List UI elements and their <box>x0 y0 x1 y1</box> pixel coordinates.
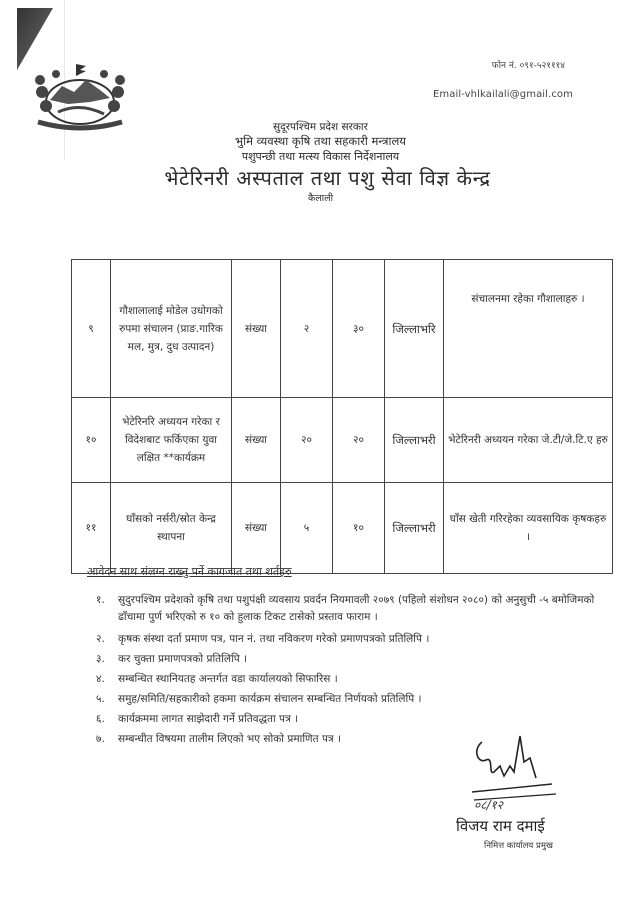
cell-area: जिल्लाभरी <box>385 483 444 574</box>
cell-sn: ११ <box>72 483 111 574</box>
list-item <box>96 711 596 728</box>
list-item <box>96 592 596 626</box>
signatory-name: विजय राम दमाई <box>456 817 545 835</box>
list-item <box>96 651 596 668</box>
item-number: ७. <box>96 733 105 745</box>
cell-area: जिल्लाभरी <box>385 398 444 483</box>
cell-target: घाँस खेती गरिरहेका व्यवसायिक कृषकहरु । <box>444 483 613 574</box>
cell-activity: घाँसको नर्सरी/स्रोत केन्द्र स्थापना <box>111 483 232 574</box>
conditions-heading: आवेदन साथ संलग्न राख्नु पर्ने कागजात तथा शर्तहरु <box>87 565 292 578</box>
item-text: कर चुक्ता प्रमाणपत्रको प्रतिलिपि । <box>118 653 247 665</box>
cell-activity: गौशालालाई मोडेल उधोगको रुपमा संचालन (प्राङ.गारिक मल, मुत्र, दुध उत्पादन) <box>111 260 232 398</box>
conditions-list <box>96 592 596 751</box>
cell-unit: संख्या <box>232 398 281 483</box>
letterhead <box>0 120 641 206</box>
table-row <box>72 483 613 574</box>
cell-qty1: २० <box>281 398 333 483</box>
item-number: ५. <box>96 693 105 705</box>
item-text: कृषक संस्था दर्ता प्रमाण पत्र, पान नं. तथा नविकरण गरेको प्रमाणपत्रको प्रतिलिपि । <box>118 633 430 645</box>
cell-unit: संख्या <box>232 260 281 398</box>
government-name: सुदूरपश्चिम प्रदेश सरकार <box>273 121 368 133</box>
contact-block <box>433 58 573 100</box>
ministry-name: भुमि व्यवस्था कृषि तथा सहकारी मन्त्रालय <box>235 134 406 148</box>
directorate-name: पशुपन्छी तथा मत्स्य विकास निर्देशनालय <box>241 150 400 163</box>
cell-sn: ९ <box>72 260 111 398</box>
item-number: ६. <box>96 713 105 725</box>
cell-area: जिल्लाभरि <box>385 260 444 398</box>
cell-qty1: ५ <box>281 483 333 574</box>
program-table <box>71 259 613 574</box>
table-row <box>72 398 613 483</box>
scan-corner-fold <box>17 8 53 70</box>
list-item <box>96 691 596 708</box>
item-number: ४. <box>96 673 105 685</box>
phone-number: फोन नं. ०९१-५२१११४ <box>491 61 565 71</box>
item-text: कार्यक्रममा लागत साझेदारी गर्ने प्रतिवद्धता पत्र । <box>118 713 299 725</box>
list-item <box>96 671 596 688</box>
cell-target: संचालनमा रहेका गौशालाहरु । <box>444 260 613 398</box>
cell-activity: भेटेरिनरि अध्ययन गरेका र विदेशबाट फर्किएका युवा लक्षित **कार्यक्रम <box>111 398 232 483</box>
cell-unit: संख्या <box>232 483 281 574</box>
list-item <box>96 631 596 648</box>
item-text: सम्बन्धीत विषयमा तालीम लिएको भए सोको प्रमाणित पत्र । <box>118 733 342 745</box>
cell-qty2: २० <box>333 398 385 483</box>
item-text: सम्बन्धित स्थानियतह अन्तर्गत वडा कार्यालयको सिफारिस । <box>118 673 338 685</box>
signatory-title: निमित्त कार्यालय प्रमुख <box>484 841 553 851</box>
item-number: १. <box>96 594 105 606</box>
cell-target: भेटेरिनरी अध्ययन गरेका जे.टी/जे.टि.ए हरु <box>444 398 613 483</box>
signature-date: ०८/१२ <box>474 798 504 812</box>
item-text: समुह/समिति/सहकारीको हकमा कार्यक्रम संचालन सम्बन्धित निर्णयको प्रतिलिपि । <box>118 693 422 705</box>
table-row <box>72 260 613 398</box>
cell-sn: १० <box>72 398 111 483</box>
district-name: कैलाली <box>307 193 334 204</box>
item-number: ३. <box>96 653 105 665</box>
item-text: सुदुरपश्चिम प्रदेशको कृषि तथा पशुपंक्षी व्यवसाय प्रवर्दन नियमावली २०७९ (पहिलो संशोधन २०८०) को अनुसुची -५ बमोजिमको ढाँचामा पुर्ण भरिएको रु १० को हुलाक टिकट टासेको प्रस्ताव फाराम । <box>118 594 595 623</box>
cell-qty2: ३० <box>333 260 385 398</box>
item-number: २. <box>96 633 105 645</box>
cell-qty2: १० <box>333 483 385 574</box>
office-name: भेटेरिनरी अस्पताल तथा पशु सेवा विज्ञ केन्द्र <box>164 166 491 190</box>
email-address: Email-vhlkailali@gmail.com <box>432 89 573 100</box>
cell-qty1: २ <box>281 260 333 398</box>
